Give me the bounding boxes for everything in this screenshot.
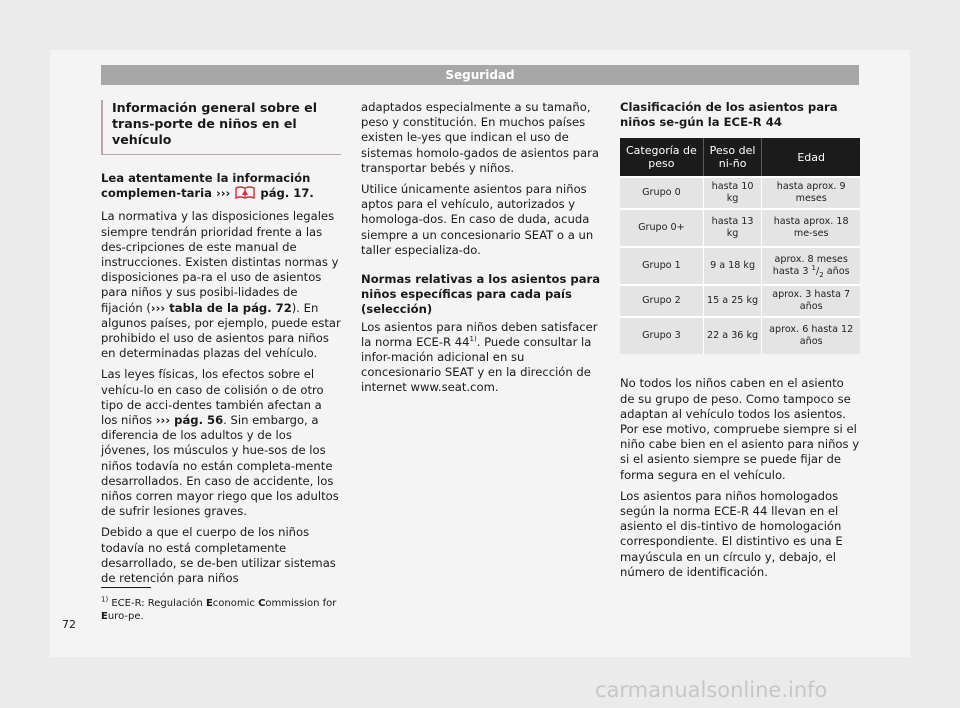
- subsection-title: Normas relativas a los asientos para niños específicas para cada país (selección): [361, 272, 601, 317]
- table-row: [620, 177, 860, 209]
- paragraph: Los asientos para niños homologados según la norma ECE-R 44 llevan en el asiento el dis-tintivo de homologación correspondiente. El distintivo es una E mayúscula en un círculo y, debajo, el número de identificación.: [620, 488, 843, 579]
- cell-age: aprox. 3 hasta 7 años: [762, 285, 860, 317]
- footnote: $^{1)}$ ECE-R: Regulación Economic Commission for Euro-pe.: [101, 595, 337, 622]
- cell-group: Grupo 3: [620, 317, 703, 354]
- table-row: [620, 209, 860, 247]
- cell-age: aprox. 6 hasta 12 años: [762, 317, 860, 354]
- watermark: carmanualsonline.info: [595, 678, 828, 702]
- header-weight-category: Categoría de peso: [620, 138, 703, 177]
- cell-group: Grupo 0: [620, 177, 703, 209]
- paragraph: Utilice únicamente asientos para niños aptos para el vehículo, autorizados y homologa-dos. En caso de duda, acuda siempre a un concesionario SEAT o a un taller especializa-do.: [361, 182, 594, 257]
- cell-weight: 15 a 25 kg: [703, 285, 762, 317]
- intro-paragraph: Lea atentamente la información complemen-taria ››› pág. 17.: [101, 171, 341, 203]
- column-middle: [361, 100, 601, 402]
- paragraph: adaptados especialmente a su tamaño, peso y constitución. En muchos países existen le-yes que indican el uso de sistemas homolo-gados de asientos para transportar bebés y niños.: [361, 100, 600, 175]
- header-child-weight: Peso del ni-ño: [703, 138, 762, 177]
- paragraph: Debido a que el cuerpo de los niños todavía no está completamente desarrollado, se de-ben utilizar sistemas de retención para niños: [101, 525, 336, 586]
- footnote-marker[interactable]: 1): [469, 334, 477, 343]
- page-header: Seguridad: [101, 65, 859, 85]
- column-right: [620, 100, 860, 586]
- cell-age: hasta aprox. 18 me-ses: [762, 209, 860, 247]
- table-row: [620, 247, 860, 285]
- cell-age: aprox. 8 meses hasta 3 $^1/_2$ años: [762, 247, 860, 285]
- warning-book-icon: [234, 186, 256, 203]
- paragraph: Los asientos para niños deben satisfacer la norma ECE-R 44$^{1)}$. Puede consultar la infor-mación adicional en su concesionario SEAT y en la dirección de internet www.seat.com.: [361, 319, 598, 395]
- title-divider: [101, 154, 341, 155]
- cell-weight: 9 a 18 kg: [703, 247, 762, 285]
- cell-weight: 22 a 36 kg: [703, 317, 762, 354]
- table-title: Clasificación de los asientos para niños se-gún la ECE-R 44: [620, 100, 838, 130]
- cell-weight: hasta 13 kg: [703, 209, 762, 247]
- paragraph: La normativa y las disposiciones legales siempre tendrán prioridad frente a las des-cripciones de este manual de instrucciones. Existen distintas normas y disposiciones pa-ra el uso de asientos para niños y sus posibi-lidades de fijación (››› tabla de la pág. 72). En algunos países, por ejemplo, puede estar prohibido el uso de asientos para niños en determinadas plazas del vehículo.: [101, 209, 341, 361]
- page-reference-link[interactable]: ››› pág. 56: [155, 413, 224, 428]
- column-left: [101, 100, 341, 592]
- classification-table: [620, 138, 860, 354]
- header-age: Edad: [762, 138, 860, 177]
- cell-group: Grupo 2: [620, 285, 703, 317]
- cell-weight: hasta 10 kg: [703, 177, 762, 209]
- page-number: 72: [62, 618, 76, 631]
- table-row: [620, 285, 860, 317]
- warning-reference-link[interactable]: ››› pág. 17: [216, 186, 309, 200]
- section-title: Información general sobre el trans-porte de niños en el vehículo: [101, 100, 341, 154]
- table-row: [620, 317, 860, 354]
- paragraph: Las leyes físicas, los efectos sobre el vehícu-lo en caso de colisión o de otro tipo de acci-dentes también afectan a los niños ››› pág. 56. Sin embargo, a diferencia de los adultos y de los jóvenes, los músculos y hue-sos de los niños todavía no están completa-mente desarrollados. En caso de accidente, los niños corren mayor riego que los adultos de sufrir lesiones graves.: [101, 367, 339, 519]
- cell-group: Grupo 0+: [620, 209, 703, 247]
- table-reference-link[interactable]: ››› tabla de la pág. 72: [150, 300, 292, 315]
- paragraph: No todos los niños caben en el asiento de su grupo de peso. Como tampoco se adaptan al vehículo todos los asientos. Por ese motivo, compruebe siempre si el niño cabe bien en el asiento para niños y si el asiento siempre se puede fijar de forma segura en el vehículo.: [620, 376, 860, 482]
- cell-age: hasta aprox. 9 meses: [762, 177, 860, 209]
- table-header-row: [620, 138, 860, 177]
- cell-group: Grupo 1: [620, 247, 703, 285]
- footnote-divider: [101, 587, 151, 588]
